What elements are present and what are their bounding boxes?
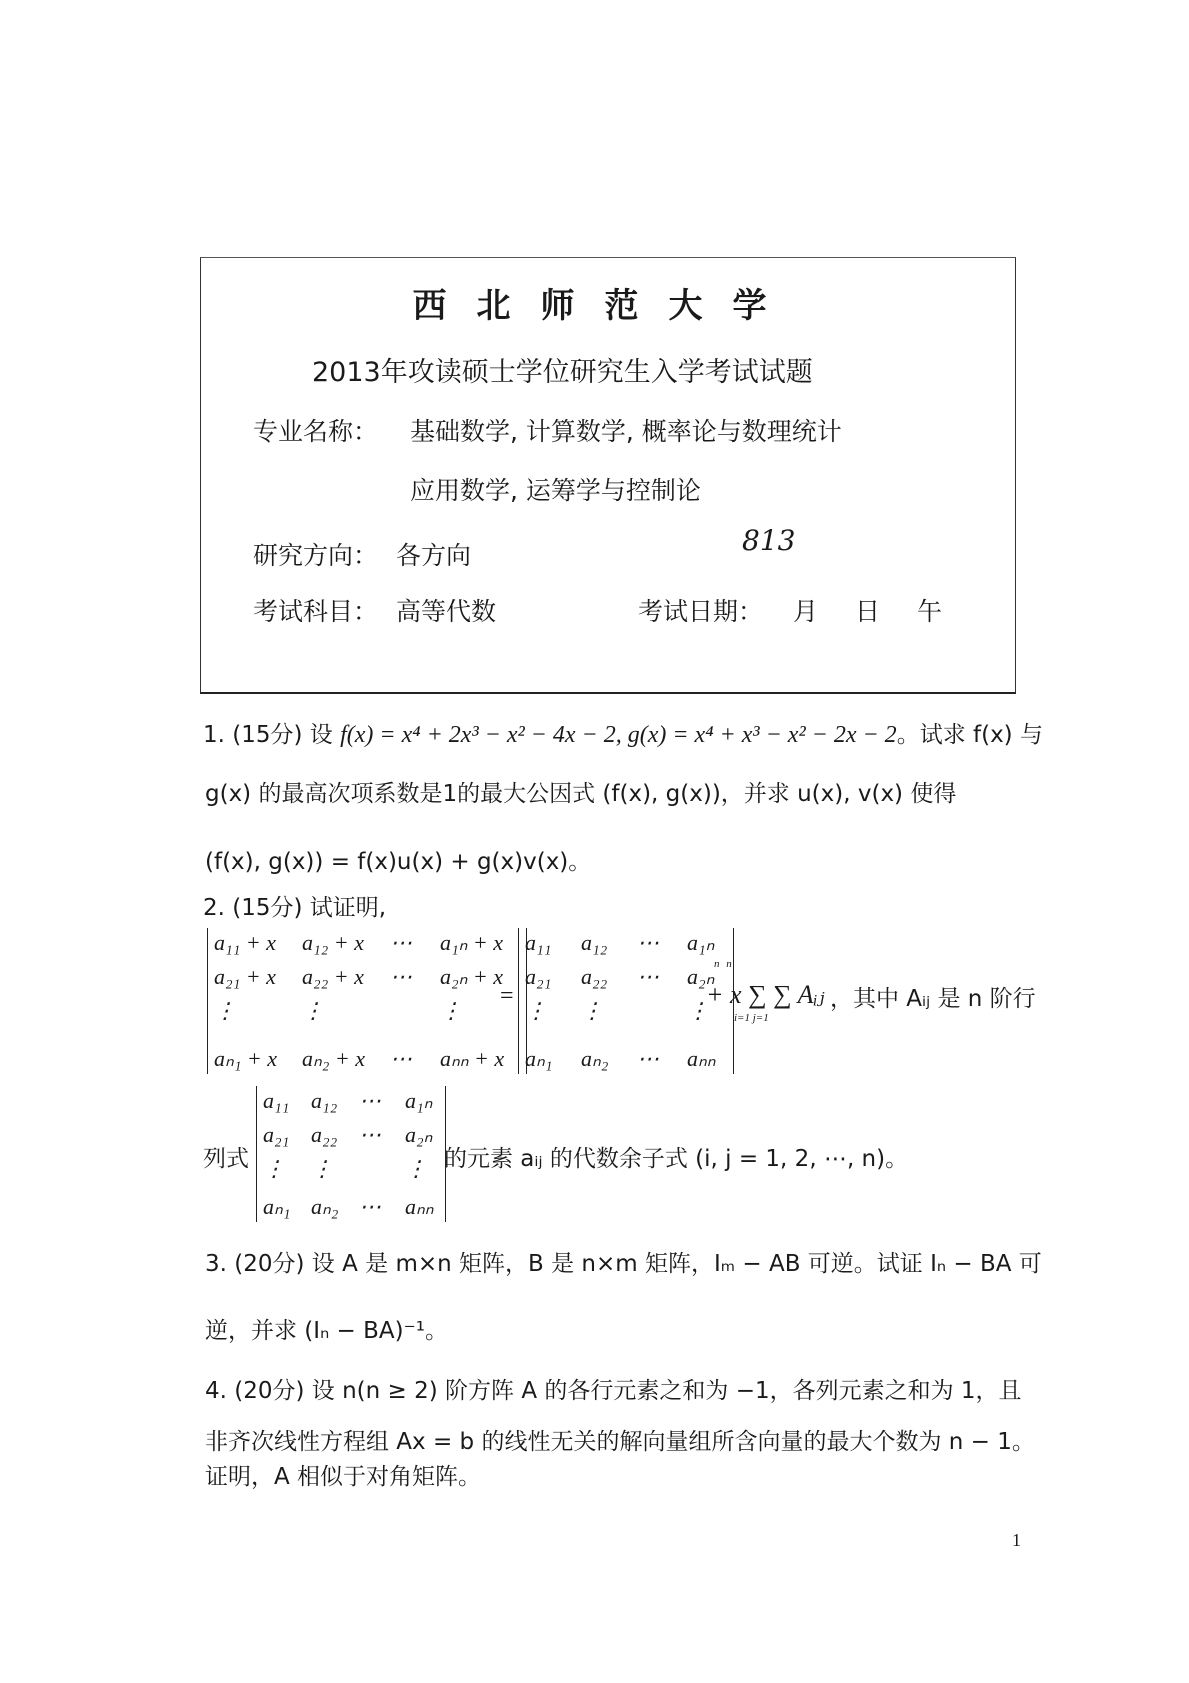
q4-line3: 证明，A 相似于对角矩阵。 (205, 1464, 482, 1490)
matrix-cell: a₁₁ (263, 1088, 290, 1113)
exam-title: 2013年攻读硕士学位研究生入学考试试题 (312, 357, 813, 388)
matrix-cell: a₂₁ (525, 964, 552, 989)
matrix-cell: a₁ₙ (687, 930, 715, 955)
matrix-cell: a₁₂ (581, 930, 608, 955)
matrix-cell: a₁₂ (311, 1088, 338, 1113)
matrix-cell: ⋯ (390, 930, 412, 955)
sum-lower-limits: i=1 j=1 (734, 1012, 769, 1024)
subject-value: 高等代数 (396, 597, 497, 626)
direction-value: 各方向 (396, 541, 472, 570)
subject-label: 考试科目： (253, 597, 379, 626)
matrix-cell: ⋯ (637, 930, 659, 955)
matrix-cell: aₙ₁ (263, 1194, 291, 1219)
matrix-cell: ⋯ (359, 1122, 381, 1147)
q2-prefix2: 列式 (203, 1146, 249, 1172)
matrix-cell: ⋯ (359, 1194, 381, 1219)
q2-after-sum: ，其中 Aᵢⱼ 是 n 阶行 (830, 986, 1036, 1012)
major-line1: 基础数学, 计算数学, 概率论与数理统计 (410, 417, 842, 446)
matrix-cell (390, 996, 440, 1040)
matrix-cell: aₙ₂ (311, 1194, 339, 1219)
matrix-cell: aₙₙ (405, 1194, 434, 1219)
q2-suffix2: 的元素 aᵢⱼ 的代数余子式 (i, j = 1, 2, ⋯, n)。 (444, 1146, 909, 1172)
matrix-cell: a₂₂ (581, 964, 608, 989)
matrix-cell: a₂₂ + x (302, 964, 364, 989)
matrix-cell: ⋮ (214, 998, 236, 1023)
q4-line2: 非齐次线性方程组 Ax = b 的线性无关的解向量组所含向量的最大个数为 n − 1。 (205, 1429, 1035, 1455)
q1-line2: g(x) 的最高次项系数是1的最大公因式 (f(x), g(x))，并求 u(x), v(x) 使得 (205, 781, 957, 807)
matrix-cell: a₁₂ + x (302, 930, 364, 955)
matrix-cell: aₙₙ + x (440, 1046, 505, 1071)
matrix-cell: ⋯ (390, 1046, 412, 1071)
q1-line3: (f(x), g(x)) = f(x)u(x) + g(x)v(x)。 (205, 849, 592, 875)
matrix-cell: ⋮ (311, 1156, 333, 1181)
matrix-cell: aₙ₁ (525, 1046, 553, 1071)
matrix-cell: a₁₁ (525, 930, 552, 955)
page-number: 1 (1012, 1530, 1021, 1550)
major-line2: 应用数学, 运筹学与控制论 (410, 476, 701, 505)
matrix-cell: ⋯ (390, 964, 412, 989)
university-name: 西北师范大学 (412, 286, 797, 326)
determinant-left (207, 928, 527, 1074)
matrix-cell: a₂ₙ (687, 964, 715, 989)
matrix-cell: ⋮ (440, 998, 462, 1023)
matrix-cell: ⋯ (359, 1088, 381, 1113)
equals-sign: = (500, 983, 514, 1009)
determinant-cofactor (256, 1086, 446, 1222)
matrix-cell: a₂ₙ (405, 1122, 433, 1147)
matrix-cell: a₂ₙ + x (440, 964, 504, 989)
matrix-cell: a₁ₙ + x (440, 930, 504, 955)
matrix-cell (359, 1154, 405, 1188)
q3-line1: 3. (20分) 设 A 是 m×n 矩阵，B 是 n×m 矩阵，Iₘ − AB 可逆。试证 Iₙ − BA 可 (205, 1251, 1042, 1277)
determinant-right (518, 928, 734, 1074)
matrix-cell: aₙₙ (687, 1046, 716, 1071)
q1-line1 (203, 716, 1043, 749)
matrix-cell: ⋯ (637, 964, 659, 989)
matrix-cell: ⋮ (263, 1156, 285, 1181)
q1-prefix: 1. (15分) 设 (203, 722, 333, 748)
matrix-cell: ⋮ (302, 998, 324, 1023)
matrix-cell: aₙ₂ + x (302, 1046, 366, 1071)
double-sum: + x ∑ ∑ Aᵢⱼ (706, 980, 825, 1009)
q1-formula: f(x) = x⁴ + 2x³ − x² − 4x − 2, g(x) = x⁴ + x³ − x² − 2x − 2 (340, 722, 897, 748)
sum-upper-limits: n n (714, 958, 734, 970)
major-label: 专业名称： (253, 417, 379, 446)
handwritten-code: 813 (742, 524, 796, 557)
q3-line2: 逆，并求 (Iₙ − BA)⁻¹。 (205, 1318, 448, 1344)
matrix-cell: ⋮ (525, 998, 547, 1023)
matrix-cell (637, 996, 687, 1040)
date-value: 月 日 午 (793, 597, 949, 626)
matrix-cell: a₂₂ (311, 1122, 338, 1147)
matrix-cell: a₁₁ + x (214, 930, 276, 955)
direction-label: 研究方向： (253, 541, 379, 570)
matrix-cell: a₂₁ (263, 1122, 290, 1147)
q1-suffix: 。试求 f(x) 与 (896, 722, 1043, 748)
q2-heading: 2. (15分) 试证明, (203, 895, 387, 921)
date-label: 考试日期： (638, 597, 764, 626)
matrix-cell: aₙ₁ + x (214, 1046, 278, 1071)
matrix-cell: ⋮ (687, 998, 709, 1023)
q4-line1: 4. (20分) 设 n(n ≥ 2) 阶方阵 A 的各行元素之和为 −1，各列元素之和为 1，且 (205, 1378, 1022, 1404)
matrix-cell: ⋮ (581, 998, 603, 1023)
matrix-cell: ⋯ (637, 1046, 659, 1071)
matrix-cell: a₂₁ + x (214, 964, 276, 989)
matrix-cell: ⋮ (405, 1156, 427, 1181)
matrix-cell: aₙ₂ (581, 1046, 609, 1071)
matrix-cell: a₁ₙ (405, 1088, 433, 1113)
